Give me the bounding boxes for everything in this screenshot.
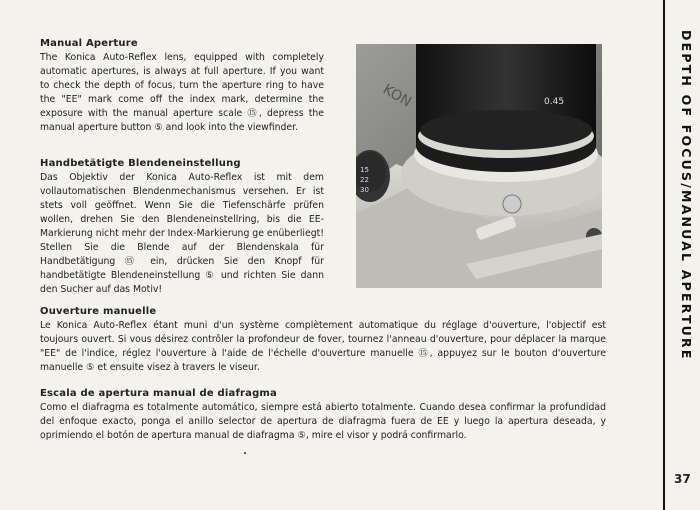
french-heading: Ouverture manuelle xyxy=(40,306,157,317)
english-heading: Manual Aperture xyxy=(40,38,138,49)
spanish-body: Como el diafragma es totalmente automático, siempre está abierto totalmente. Cuando desea confirmar la profundidad del enfoque exacto, ponga el anillo selector de apertura de diafragma fuera de EE y luego la apertura deseada, y oprimiendo el botón de apertura manual de diafragma ⑤, mire el visor y podrá confirmarlo. xyxy=(40,402,606,441)
camera-lens-photo xyxy=(356,44,602,288)
camera-illustration xyxy=(356,44,602,288)
english-body: The Konica Auto-Reflex lens, equipped with completely automatic apertures, is always at full aperture. If you want to check the depth of focus, turn the aperture ring to have the "EE" mark come off the index mark, determine the exposure with the manual aperture scale ⑮, depress the manual aperture button ⑤ and look into the viewfinder. xyxy=(40,52,324,133)
scale-mark-3: 30 xyxy=(360,186,369,194)
french-section xyxy=(40,306,606,375)
spanish-section xyxy=(40,388,606,443)
french-body: Le Konica Auto-Reflex étant muni d'un système complètement automatique du réglage d'ouverture, l'objectif est toujours ouvert. Si vous désirez contrôler la profondeur de fover, tournez l'anneau d'ouverture, pour déplacer la marque "EE" de l'indice, réglez l'ouverture à l'aide de l'échelle d'ouverture manuelle ⑮, appuyez sur le bouton d'ouverture manuelle ⑤ et ensuite visez à travers le viseur. xyxy=(40,320,606,373)
page-number: 37 xyxy=(674,472,691,486)
german-heading: Handbetätigte Blendeneinstellung xyxy=(40,158,241,169)
side-title xyxy=(662,30,700,360)
ink-dot xyxy=(244,452,246,454)
lens-brand-label: KON xyxy=(380,81,414,111)
scale-mark-1: 15 xyxy=(360,166,369,174)
scale-mark-2: 22 xyxy=(360,176,369,184)
side-title-text: DEPTH OF FOCUS/MANUAL APERTURE xyxy=(679,30,694,361)
aperture-mark-label: 0.45 xyxy=(544,97,565,107)
german-body: Das Objektiv der Konica Auto-Reflex ist mit dem vollautomatischen Blendenmechanismus versehen. Er ist stets voll geöffnet. Wenn Sie die Tiefenschärfe prüfen wollen, drehen Sie den Blendeneinstellring, bis die EE-Markierung nicht mehr der Index-Markierung ge enüberliegt! Stellen Sie die Blende auf der Blendenskala für Handbetätigung ⑮ ein, drücken Sie den Knopf für handbetätigte Blendeneinstellung ⑤ und richten Sie dann den Sucher auf das Motiv! xyxy=(40,172,324,295)
spanish-heading: Escala de apertura manual de diafragma xyxy=(40,388,277,399)
german-section xyxy=(40,158,324,297)
english-section xyxy=(40,38,324,135)
